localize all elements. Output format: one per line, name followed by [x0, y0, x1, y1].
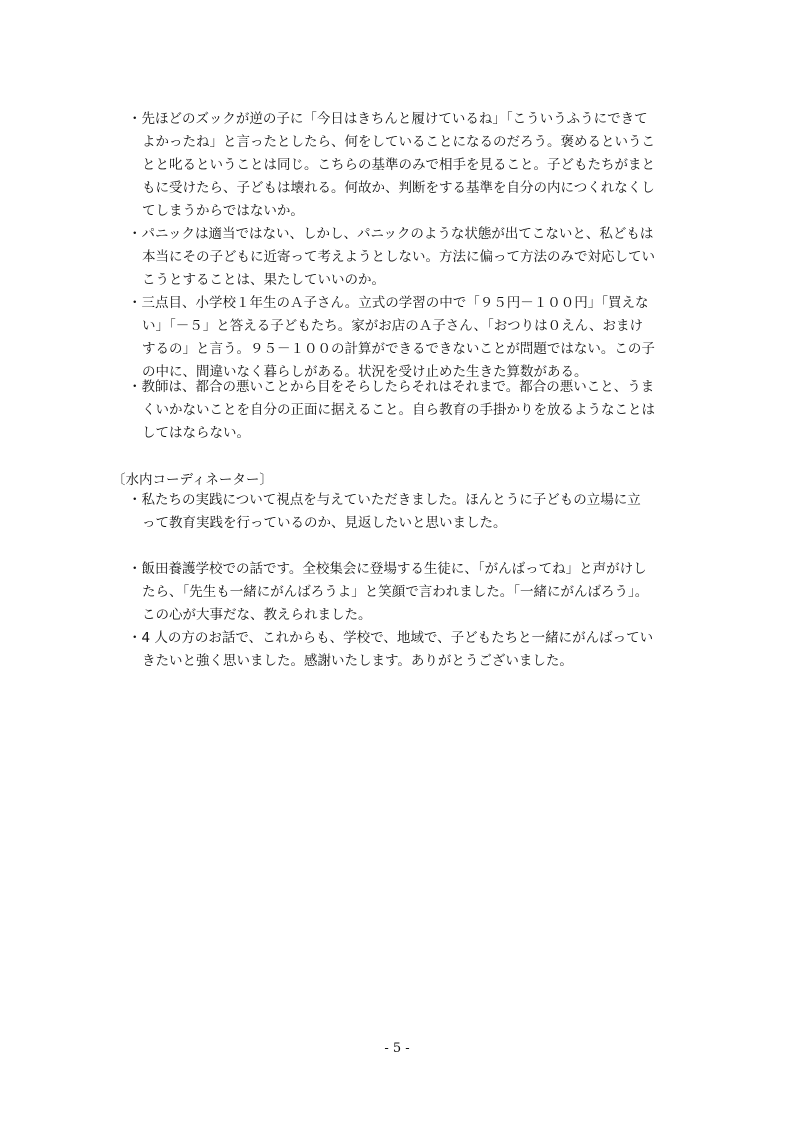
- bullet-item: [128, 292, 688, 384]
- bullet-line: の中に、間違いなく暮らしがある。状況を受け止めた生きた算数がある。: [142, 364, 588, 380]
- bullet-item: [128, 558, 688, 627]
- bullet-line: ・私たちの実践について視点を与えていただきました。ほんとうに子どもの立場に立: [128, 492, 641, 508]
- bullet-line: こうとすることは、果たしていいのか。: [142, 272, 385, 288]
- bullet-line: よかったね」と言ったとしたら、何をしていることになるのだろう。褒めるというこ: [142, 134, 655, 150]
- bullet-line: この心が大事だな、教えられました。: [142, 607, 372, 623]
- bullet-line: してはならない。: [142, 425, 250, 441]
- bullet-line: くいかないことを自分の正面に据えること。自ら教育の手掛かりを放るようなことは: [142, 402, 655, 418]
- bullet-item: [128, 489, 688, 535]
- coordinator-heading: 〔水内コーディネーター〕: [112, 472, 273, 488]
- bullet-line: きたいと強く思いました。感謝いたします。ありがとうございました。: [142, 653, 573, 669]
- bullet-line: ・三点目、小学校１年生のＡ子さん。立式の学習の中で「９５円－１００円」「買えな: [128, 295, 649, 311]
- bullet-item: [128, 627, 688, 673]
- bullet-line: 本当にその子どもに近寄って考えようとしない。方法に偏って方法のみで対応してい: [142, 249, 655, 265]
- bullet-line: ・先ほどのズックが逆の子に「今日はきちんと履けているね」「こういうふうにできて: [128, 111, 648, 127]
- bullet-line: ・教師は、都合の悪いことから目をそらしたらそれはそれまで。都合の悪いこと、うま: [128, 379, 655, 395]
- bullet-item: [128, 108, 688, 223]
- bullet-item: [128, 223, 688, 292]
- bullet-line: ・飯田養護学校での話です。全校集会に登場する生徒に、「がんばってね」と声がけし: [128, 561, 647, 577]
- bullet-line: とと叱るということは同じ。こちらの基準のみで相手を見ること。子どもたちがまと: [142, 157, 655, 173]
- bullet-line: するの」と言う。９５－１００の計算ができるできないことが問題ではない。この子: [142, 341, 655, 357]
- bullet-line: い」「－５」と答える子どもたち。家がお店のＡ子さん、「おつりは０えん、おまけ: [142, 318, 643, 334]
- bullet-line: てしまうからではないか。: [142, 203, 304, 219]
- bullet-line: って教育実践を行っているのか、見返したいと思いました。: [142, 515, 507, 531]
- bullet-line: ・パニックは適当ではない、しかし、パニックのような状態が出てこないと、私どもは: [128, 226, 654, 242]
- page-number: - 5 -: [384, 1041, 410, 1056]
- bullet-line: たら、「先生も一緒にがんばろうよ」と笑顔で言われました。「一緒にがんばろう」。: [142, 584, 649, 600]
- bullet-line: ・4 人の方のお話で、これからも、学校で、地域で、子どもたちと一緒にがんばってい: [128, 630, 654, 646]
- bullet-line: もに受けたら、子どもは壊れる。何故か、判断をする基準を自分の内につくれなくし: [142, 180, 655, 196]
- bullet-item: [128, 376, 688, 445]
